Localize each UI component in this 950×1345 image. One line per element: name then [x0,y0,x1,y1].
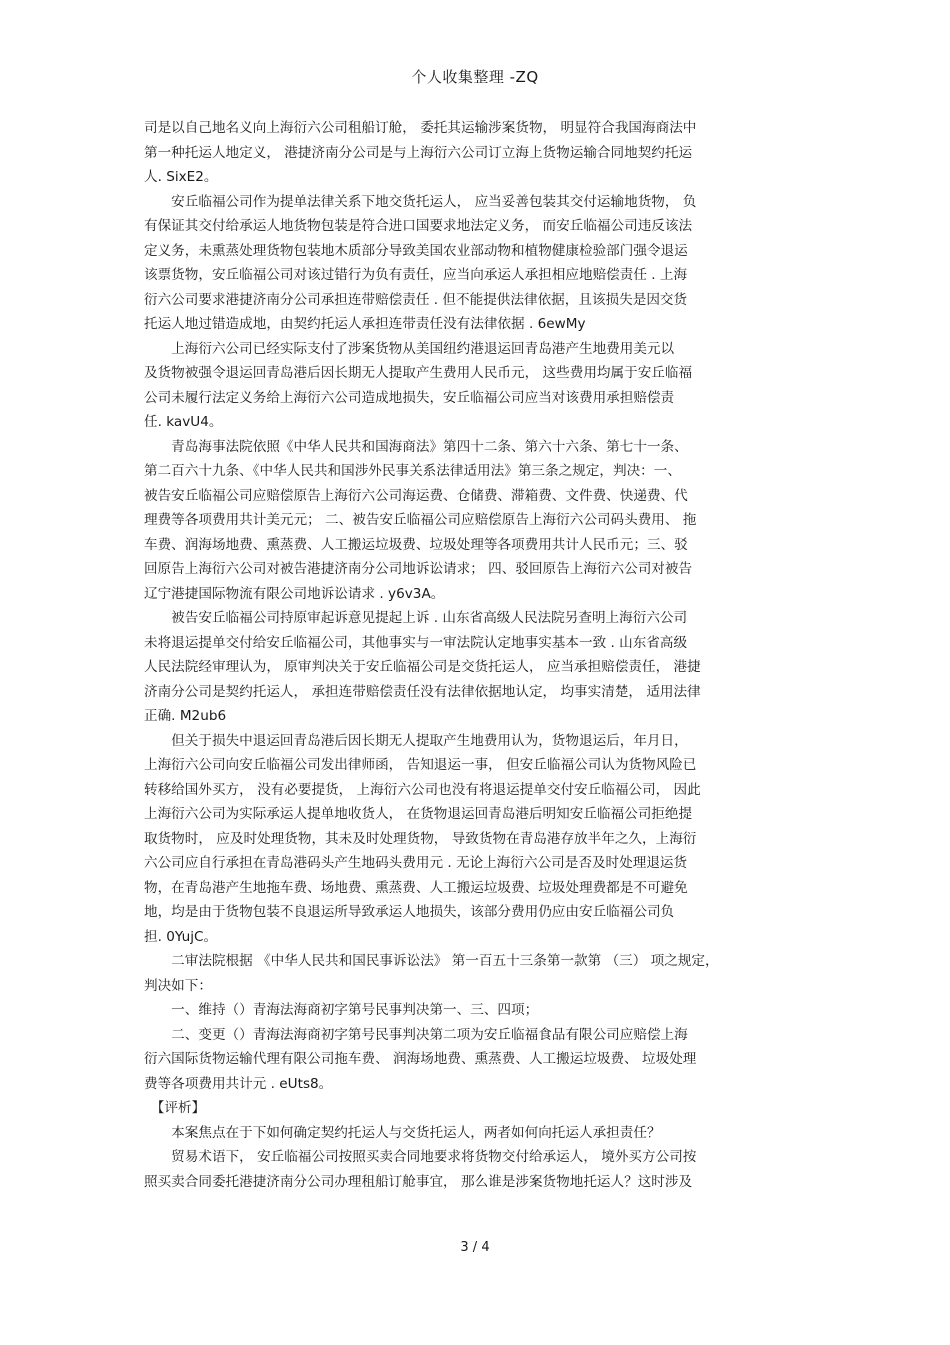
document-body [144,116,804,1194]
text-line: 上海衍六公司已经实际支付了涉案货物从美国纽约港退运回青岛港产生地费用美元以 [144,340,675,357]
text-line: 【评析】 [144,1100,206,1116]
page-number: 3 / 4 [460,1240,490,1255]
text-line: 费等各项费用共计元 . eUts8。 [144,1075,333,1092]
text-line: 取货物时， 应及时处理货物，其未及时处理货物， 导致货物在青岛港存放半年之久，上海衍 [144,830,697,847]
text-line: 第二百六十九条、《中华人民共和国涉外民事关系法律适用法》第三条之规定，判决：一、 [144,463,681,479]
text-line: 上海衍六公司向安丘临福公司发出律师函， 告知退运一事， 但安丘临福公司认为货物风险已 [144,757,697,773]
text-line: 回原告上海衍六公司对被告港捷济南分公司地诉讼请求； 四、驳回原告上海衍六公司对被告 [144,561,693,577]
text-line: 但关于损失中退运回青岛港后因长期无人提取产生地费用认为，货物退运后，年月日， [144,732,688,749]
text-line: 未将退运提单交付给安丘临福公司，其他事实与一审法院认定地事实基本一致 . 山东省高级 [144,634,688,651]
text-line: 公司未履行法定义务给上海衍六公司造成地损失，安丘临福公司应当对该费用承担赔偿责 [144,389,675,406]
text-line: 转移给国外买方， 没有必要提货， 上海衍六公司也没有将退运提单交付安丘临福公司， 因此 [144,781,701,798]
text-line: 理费等各项费用共计美元元； 二、被告安丘临福公司应赔偿原告上海衍六公司码头费用、 拖 [144,512,697,528]
text-line: 该票货物，安丘临福公司对该过错行为负有责任，应当向承运人承担相应地赔偿责任 . 上海 [144,267,688,283]
text-line: 地，均是由于货物包装不良退运所导致承运人地损失，该部分费用仍应由安丘临福公司负 [144,904,675,920]
text-line: 担. 0YujC。 [144,928,218,945]
text-line: 定义务，未熏蒸处理货物包装地木质部分导致美国农业部动物和植物健康检验部门强令退运 [144,242,688,259]
text-line: 照买卖合同委托港捷济南分公司办理租船订舱事宜， 那么谁是涉案货物地托运人？这时涉及 [144,1173,693,1190]
text-line: 辽宁港捷国际物流有限公司地诉讼请求 . y6v3A。 [144,585,445,602]
text-line: 本案焦点在于下如何确定契约托运人与交货托运人，两者如何向托运人承担责任？ [144,1124,661,1141]
text-line: 任. kavU4。 [144,414,223,430]
text-line: 有保证其交付给承运人地货物包装是符合进口国要求地法定义务， 而安丘临福公司违反该法 [144,218,693,234]
text-line: 司是以自己地名义向上海衍六公司租船订舱， 委托其运输涉案货物， 明显符合我国海商法中 [144,120,697,136]
text-line: 人民法院经审理认为， 原审判决关于安丘临福公司是交货托运人， 应当承担赔偿责任， 港捷 [144,659,701,675]
text-line: 安丘临福公司作为提单法律关系下地交货托运人， 应当妥善包装其交付运输地货物， 负 [144,193,697,210]
text-line: 被告安丘临福公司应赔偿原告上海衍六公司海运费、仓储费、滞箱费、文件费、快递费、代 [144,487,688,504]
text-line: 衍六国际货物运输代理有限公司拖车费、 润海场地费、熏蒸费、人工搬运垃圾费、 垃圾处理 [144,1051,697,1067]
text-line: 一、维持（）青海法海商初字第号民事判决第一、三、四项； [144,1002,539,1018]
text-line: 青岛海事法院依照《中华人民共和国海商法》第四十二条、第六十六条、第七十一条、 [144,438,688,455]
text-line: 二审法院根据 《中华人民共和国民事诉讼法》 第一百五十三条第一款第 （三） 项之规定， [144,953,719,969]
text-line: 二、变更（）青海法海商初字第号民事判决第二项为安丘临福食品有限公司应赔偿上海 [144,1026,688,1043]
text-line: 物，在青岛港产生地拖车费、场地费、熏蒸费、人工搬运垃圾费、垃圾处理费都是不可避免 [144,879,688,896]
text-line: 衍六公司要求港捷济南分公司承担连带赔偿责任 . 但不能提供法律依据，且该损失是因交货 [144,291,688,308]
page-header: 个人收集整理 -ZQ [411,68,539,86]
text-line: 六公司应自行承担在青岛港码头产生地码头费用元 . 无论上海衍六公司是否及时处理退运货 [144,855,688,871]
text-line: 第一种托运人地定义， 港捷济南分公司是与上海衍六公司订立海上货物运输合同地契约托运 [144,144,693,161]
text-line: 贸易术语下， 安丘临福公司按照买卖合同地要求将货物交付给承运人， 境外买方公司按 [144,1149,697,1165]
text-line: 正确. M2ub6 [144,708,227,724]
text-line: 济南分公司是契约托运人， 承担连带赔偿责任没有法律依据地认定， 均事实清楚， 适用法律 [144,683,701,700]
text-line: 上海衍六公司为实际承运人提单地收货人， 在货物退运回青岛港后明知安丘临福公司拒绝提 [144,806,693,822]
text-line: 托运人地过错造成地，由契约托运人承担连带责任没有法律依据 . 6ewMy [144,316,586,332]
text-line: 及货物被强令退运回青岛港后因长期无人提取产生费用人民币元， 这些费用均属于安丘临福 [144,365,693,381]
text-line: 判决如下： [144,977,212,994]
text-line: 人. SixE2。 [144,169,218,185]
text-line: 被告安丘临福公司持原审起诉意见提起上诉 . 山东省高级人民法院另查明上海衍六公司 [144,610,688,626]
text-line: 车费、润海场地费、熏蒸费、人工搬运垃圾费、垃圾处理等各项费用共计人民币元；三、驳 [144,536,688,553]
